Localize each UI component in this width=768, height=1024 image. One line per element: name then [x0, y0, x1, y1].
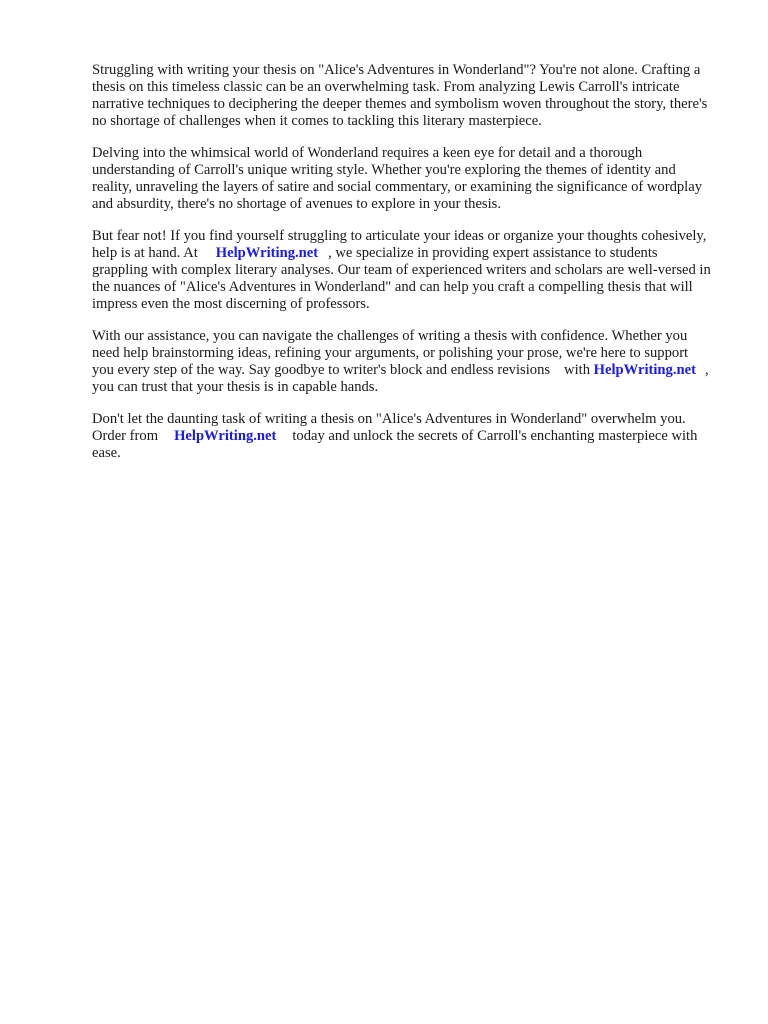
- paragraph-order-text-after: today and unlock the secrets of Carroll's enchanting masterpiece with ease.: [92, 428, 698, 462]
- helpwriting-link-2[interactable]: HelpWriting.net: [593, 362, 696, 379]
- helpwriting-link-1[interactable]: HelpWriting.net: [215, 245, 319, 262]
- paragraph-assistance-text-before: With our assistance, you can navigate the challenges of writing a thesis with confidence. Whether you need help brainstorming ideas, refining your arguments, or polishing your prose, we're here to support you every step of the way. Say goodbye to writer's block and endless revisions: [92, 328, 689, 379]
- paragraph-fear-not: [92, 228, 712, 313]
- paragraph-intro: Struggling with writing your thesis on "Alice's Adventures in Wonderland"? You're not alone. Crafting a thesis on this timeless classic can be an overwhelming task. From analyzing Lewis Carroll's intricate narrative techniques to deciphering the deeper themes and symbolism woven throughout the story, there's no shortage of challenges when it comes to tackling this literary masterpiece.: [92, 62, 708, 129]
- paragraph-wonderland: Delving into the whimsical world of Wonderland requires a keen eye for detail and a thorough understanding of Carroll's unique writing style. Whether you're exploring the themes of identity and reality, unraveling the layers of satire and social commentary, or examining the significance of wordplay and absurdity, there's no shortage of avenues to explore in your thesis.: [92, 145, 703, 212]
- paragraph-order-text-before: Don't let the daunting task of writing a thesis on "Alice's Adventures in Wonderland" overwhelm you. Order from: [92, 411, 686, 445]
- paragraph-assistance-text-after: , you can trust that your thesis is in capable hands.: [92, 362, 709, 395]
- document-body: [92, 62, 712, 478]
- paragraph-assistance-text-with: with: [564, 362, 590, 379]
- paragraph-fear-not-text-before: But fear not! If you find yourself struggling to articulate your ideas or organize your thoughts cohesively, help is at hand. At: [92, 228, 707, 262]
- paragraph-order: [92, 411, 712, 462]
- helpwriting-link-3[interactable]: HelpWriting.net: [174, 428, 277, 445]
- paragraph-assistance: [92, 328, 712, 396]
- paragraph-fear-not-text-after: , we specialize in providing expert assistance to students grappling with complex literary analyses. Our team of experienced writers and scholars are well-versed in the nuances of "Alice's Adventures in Wonderland" and can help you craft a compelling thesis that will impress even the most discerning of professors.: [92, 245, 711, 312]
